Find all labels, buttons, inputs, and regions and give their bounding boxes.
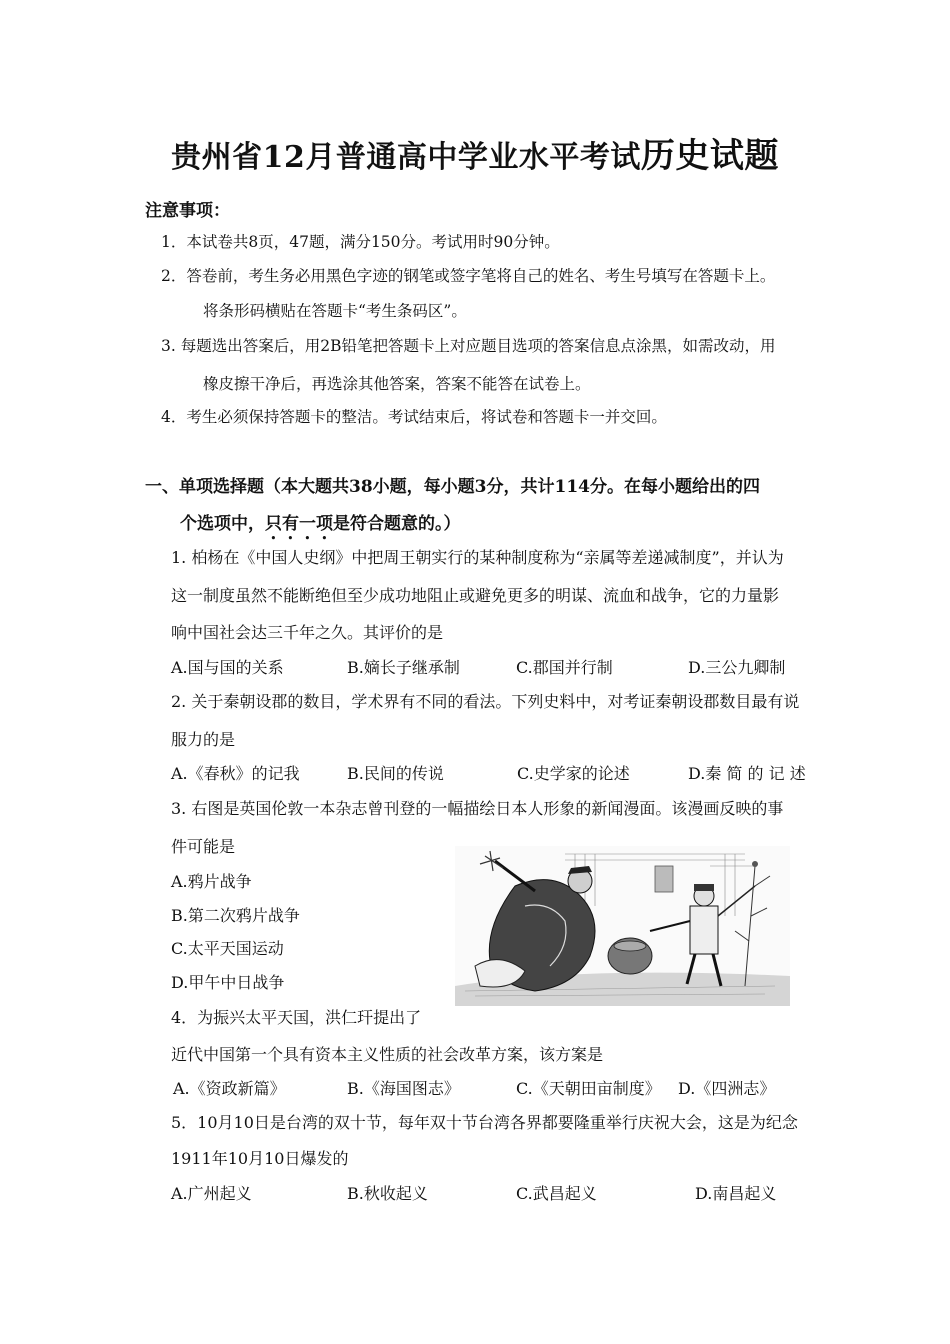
q5-line-2: 1911年10月10日爆发的 [171,1149,349,1168]
q2-line-1: 2. 关于秦朝设郡的数目，学术界有不同的看法。下列史料中，对考证秦朝设郡数目最有说 [171,692,800,711]
q1-line-2: 这一制度虽然不能断绝但至少成功地阻止或避免更多的明谋、流血和战争，它的力量影 [171,586,780,605]
q3-line-1: 3. 右图是英国伦敦一本杂志曾刊登的一幅描绘日本人形象的新闻漫面。该漫画反映的事 [171,799,784,818]
q3-line-2: 件可能是 [171,837,236,856]
section-heading: 一、单项选择题（本大题共38小题，每小题3分，共计114分。在每小题给出的四 [145,477,760,497]
q1-option-a: A.国与国的关系 [171,658,284,677]
notice-item-4: 4．考生必须保持答题卡的整洁。考试结束后，将试卷和答题卡一并交回。 [161,408,667,426]
notice-item-2-cont: 将条形码横贴在答题卡“考生条码区”。 [203,302,467,320]
section-heading-cont [180,509,461,544]
title-main: 贵州省12月普通高中学业水平考试 [171,140,641,175]
notice-item-2: 2．答卷前，考生务必用黑色字迹的钢笔或签字笔将自己的姓名、考生号填写在答题卡上。 [161,267,776,285]
notice-item-1: 1．本试卷共8页，47题，满分150分。考试用时90分钟。 [161,233,560,251]
section-text-a: 个选项中， [180,514,265,534]
section-text-c: 是符合题意的。） [333,514,461,534]
q1-line-3: 响中国社会达三千年之久。其评价的是 [171,623,444,642]
notice-heading: 注意事项： [145,201,230,221]
q4-line-1: 4．为振兴太平天国，洪仁玕提出了 [171,1008,422,1027]
q1-option-d: D.三公九卿制 [688,658,786,677]
q2-option-b: B.民间的传说 [347,764,444,783]
q5-option-c: C.武昌起义 [516,1184,597,1203]
q2-option-d: D.秦 简 的 记 述 [688,764,806,783]
q2-option-c: C.史学家的论述 [517,764,630,783]
section-emphasis: 只有一项 [265,514,333,534]
q4-option-c: C.《天朝田亩制度》 [516,1079,661,1098]
q1-option-b: B.嫡长子继承制 [347,658,460,677]
q5-line-1: 5．10月10日是台湾的双十节，每年双十节台湾各界都要隆重举行庆祝大会，这是为纪念 [171,1113,798,1132]
q4-option-d: D.《四洲志》 [678,1079,776,1098]
notice-item-3: 3. 每题选出答案后，用2B铅笔把答题卡上对应题目选项的答案信息点涂黑，如需改动，用 [161,337,776,355]
notice-item-3-cont: 橡皮擦干净后，再选涂其他答案，答案不能答在试卷上。 [203,375,591,393]
q3-option-c: C.太平天国运动 [171,939,284,958]
q5-option-d: D.南昌起义 [695,1184,777,1203]
cartoon-illustration-icon [455,846,790,1006]
q4-option-b: B.《海国图志》 [347,1079,460,1098]
q5-option-a: A.广州起义 [171,1184,252,1203]
q3-option-a: A.鸦片战争 [171,872,252,891]
q1-option-c: C.郡国并行制 [516,658,613,677]
q4-line-2: 近代中国第一个具有资本主义性质的社会改革方案，该方案是 [171,1045,604,1064]
q3-option-b: B.第二次鸦片战争 [171,906,300,925]
q2-option-a: A.《春秋》的记我 [171,764,300,783]
title-emphasis: 历史试题 [640,136,779,176]
q4-option-a: A.《资政新篇》 [173,1079,286,1098]
q5-option-b: B.秋收起义 [347,1184,428,1203]
q1-line-1: 1. 柏杨在《中国人史纲》中把周王朝实行的某种制度称为“亲属等差递减制度”，并认为 [171,548,784,567]
page-title [0,128,950,177]
q3-option-d: D.甲午中日战争 [171,973,285,992]
q2-line-2: 服力的是 [171,730,236,749]
